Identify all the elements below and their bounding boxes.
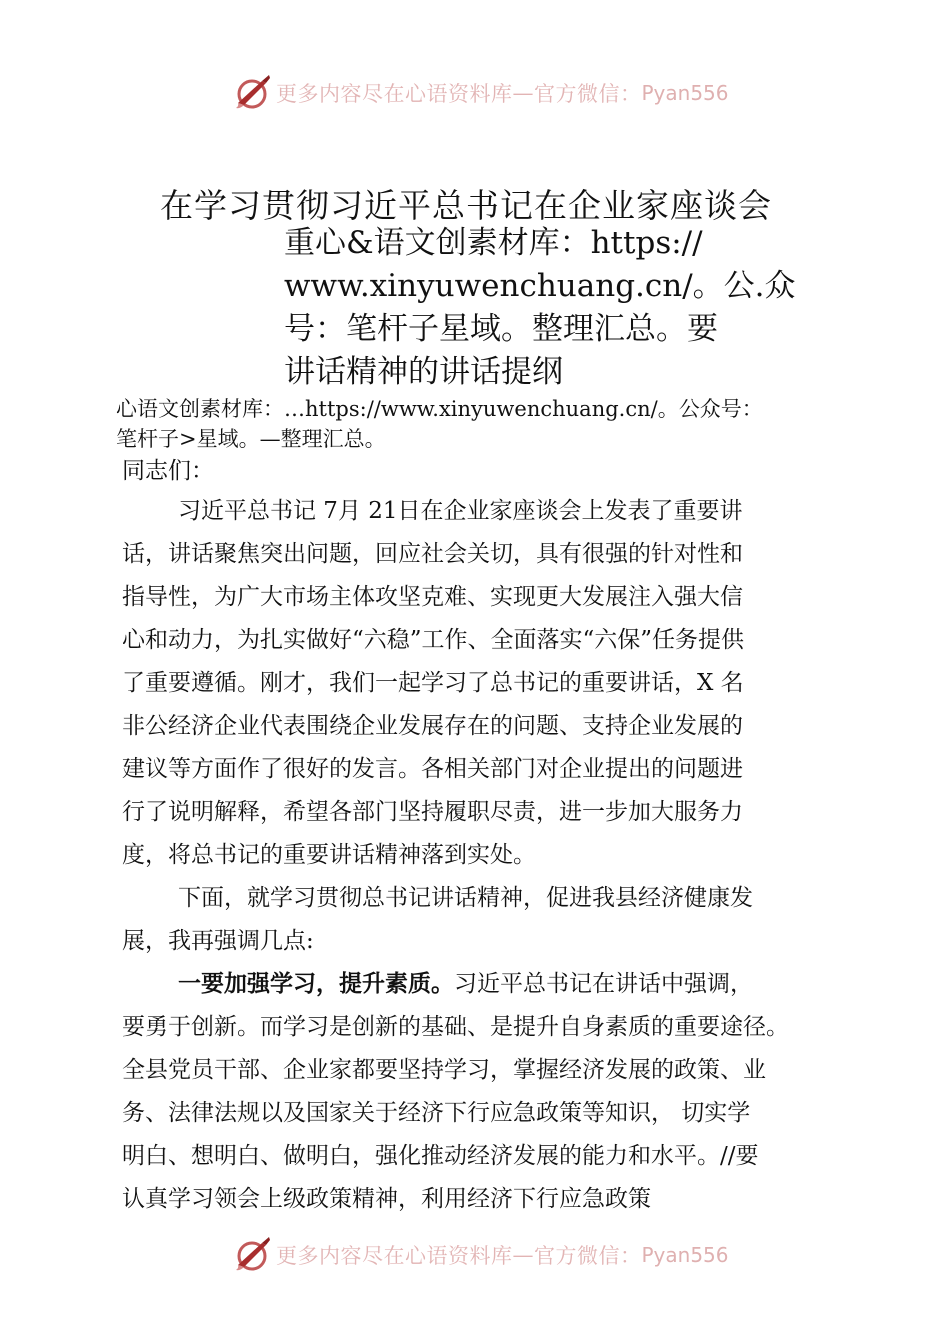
p3-line: 明白、想明白、做明白，强化推动经济发展的能力和水平。//要	[122, 1143, 759, 1169]
greeting: 同志们：	[122, 458, 214, 484]
p1-line: 度，将总书记的重要讲话精神落到实处。	[122, 842, 536, 868]
p1-line: 非公经济企业代表围绕企业发展存在的问题、支持企业发展的	[122, 713, 743, 739]
watermark-wechat-label: 官方微信：	[534, 1244, 642, 1268]
p1-line: 习近平总书记 7月 21日在企业家座谈会上发表了重要讲	[178, 498, 743, 524]
title-line3: www.xinyuwenchuang.cn/。公.众	[284, 268, 796, 304]
p3-line: 习近平总书记在讲话中强调，	[454, 971, 753, 997]
p2-line: 下面，就学习贯彻总书记讲话精神，促进我县经济健康发	[178, 885, 753, 911]
p1-line: 话，讲话聚焦突出问题，回应社会关切，具有很强的针对性和	[122, 541, 743, 567]
p3-line: 务、法律法规以及国家关于经济下行应急政策等知识， 切实学	[122, 1100, 751, 1126]
p1-line: 了重要遵循。刚才，我们一起学习了总书记的重要讲话，X 名	[122, 670, 744, 696]
source-note	[116, 394, 856, 454]
p2-line: 展，我再强调几点:	[122, 928, 314, 954]
p1-line: 心和动力，为扎实做好“六稳”工作、全面落实“六保”任务提供	[122, 627, 745, 653]
p1-line: 建议等方面作了很好的发言。各相关部门对企业提出的问题进	[122, 756, 743, 782]
p3-line: 要勇于创新。而学习是创新的基础、是提升自身素质的重要途径。	[122, 1014, 789, 1040]
watermark-wechat-label: 官方微信：	[534, 82, 642, 106]
watermark-text: 更多内容尽在心语资料库	[276, 1244, 513, 1268]
title-line5: 讲话精神的讲话提纲	[284, 354, 563, 390]
document-title-overlay	[284, 222, 804, 394]
source-note-line1: 心语文创素材库：…https://www.xinyuwenchuang.cn/。公众号：	[116, 397, 763, 421]
watermark-dash: —	[512, 81, 534, 105]
source-note-line2: 笔杆子>星域。—整理汇总。	[116, 427, 386, 451]
title-line2: 重心&语文创素材库：https://	[284, 225, 703, 261]
title-line4: 号：笔杆子星域。整理汇总。要	[284, 311, 718, 347]
brush-logo-icon	[232, 73, 272, 113]
watermark-wechat-id: Pyan556	[641, 1243, 729, 1267]
watermark-banner-bottom	[0, 1232, 950, 1278]
watermark-wechat-id: Pyan556	[641, 81, 729, 105]
p3-heading: 一要加强学习，提升素质。	[178, 971, 454, 997]
p3-first-line	[122, 963, 862, 1006]
document-body	[122, 490, 862, 1221]
brush-logo-icon	[232, 1235, 272, 1275]
watermark-dash: —	[512, 1243, 534, 1267]
p3-line: 全县党员干部、企业家都要坚持学习，掌握经济发展的政策、业	[122, 1057, 766, 1083]
p3-line: 认真学习领会上级政策精神，利用经济下行应急政策	[122, 1186, 651, 1212]
watermark-text: 更多内容尽在心语资料库	[276, 82, 513, 106]
document-title-line1: 在学习贯彻习近平总书记在企业家座谈会	[160, 186, 772, 225]
p1-line: 行了说明解释，希望各部门坚持履职尽责，进一步加大服务力	[122, 799, 743, 825]
p1-line: 指导性，为广大市场主体攻坚克难、实现更大发展注入强大信	[122, 584, 743, 610]
watermark-banner-top	[0, 70, 950, 116]
